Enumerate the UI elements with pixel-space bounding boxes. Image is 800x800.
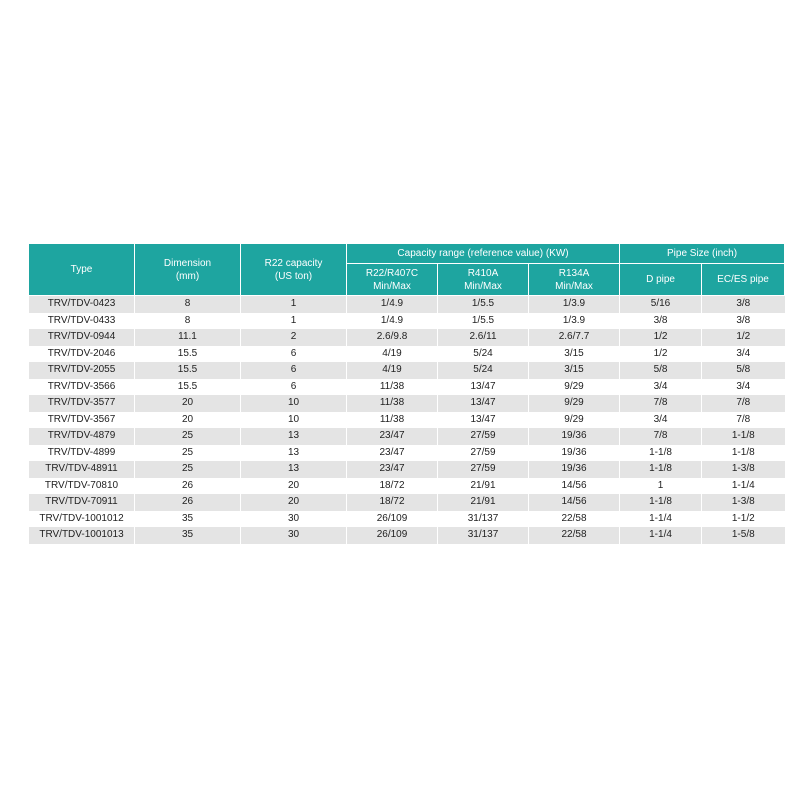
cell-dimension: 25	[135, 428, 241, 445]
cell-r22-capacity: 10	[241, 395, 347, 412]
header-r410a-label: R410A Min/Max	[464, 267, 502, 292]
header-d-pipe-label: D pipe	[646, 274, 675, 285]
cell-ec-es-pipe: 5/8	[702, 362, 785, 379]
cell-r22-r407c: 11/38	[347, 412, 438, 429]
cell-d-pipe: 1-1/8	[620, 494, 702, 511]
cell-r410a: 13/47	[438, 412, 529, 429]
cell-dimension: 15.5	[135, 346, 241, 363]
cell-r22-capacity: 30	[241, 527, 347, 544]
cell-d-pipe: 3/8	[620, 313, 702, 330]
cell-r410a: 31/137	[438, 527, 529, 544]
cell-r410a: 21/91	[438, 494, 529, 511]
cell-r410a: 27/59	[438, 428, 529, 445]
cell-r22-r407c: 18/72	[347, 494, 438, 511]
cell-ec-es-pipe: 3/8	[702, 313, 785, 330]
cell-d-pipe: 1/2	[620, 346, 702, 363]
cell-r22-r407c: 11/38	[347, 379, 438, 396]
cell-ec-es-pipe: 1/2	[702, 329, 785, 346]
cell-dimension: 15.5	[135, 379, 241, 396]
cell-d-pipe: 3/4	[620, 412, 702, 429]
cell-r22-capacity: 2	[241, 329, 347, 346]
cell-r134a: 19/36	[529, 445, 620, 462]
cell-r22-r407c: 4/19	[347, 346, 438, 363]
cell-ec-es-pipe: 1-1/8	[702, 445, 785, 462]
cell-r410a: 2.6/11	[438, 329, 529, 346]
cell-r22-capacity: 10	[241, 412, 347, 429]
cell-r22-r407c: 26/109	[347, 511, 438, 528]
table-row	[29, 511, 785, 528]
cell-r22-r407c: 23/47	[347, 428, 438, 445]
table-row	[29, 362, 785, 379]
cell-r22-r407c: 23/47	[347, 461, 438, 478]
cell-ec-es-pipe: 1-5/8	[702, 527, 785, 544]
cell-r22-capacity: 1	[241, 296, 347, 313]
cell-r22-capacity: 20	[241, 478, 347, 495]
cell-r410a: 31/137	[438, 511, 529, 528]
header-ec-es-pipe-label: EC/ES pipe	[717, 274, 769, 285]
header-r22-capacity-label: R22 capacity (US ton)	[264, 257, 323, 282]
cell-r22-capacity: 1	[241, 313, 347, 330]
cell-dimension: 15.5	[135, 362, 241, 379]
cell-r22-capacity: 13	[241, 461, 347, 478]
header-r410a	[438, 264, 529, 296]
table-row	[29, 395, 785, 412]
cell-d-pipe: 1-1/4	[620, 511, 702, 528]
cell-dimension: 35	[135, 527, 241, 544]
cell-r22-r407c: 4/19	[347, 362, 438, 379]
cell-r410a: 5/24	[438, 346, 529, 363]
header-capacity-range	[347, 244, 620, 264]
cell-type: TRV/TDV-2055	[29, 362, 135, 379]
cell-ec-es-pipe: 7/8	[702, 395, 785, 412]
cell-d-pipe: 1-1/4	[620, 527, 702, 544]
cell-r134a: 1/3.9	[529, 313, 620, 330]
cell-type: TRV/TDV-0433	[29, 313, 135, 330]
cell-d-pipe: 1	[620, 478, 702, 495]
cell-ec-es-pipe: 3/8	[702, 296, 785, 313]
cell-r134a: 1/3.9	[529, 296, 620, 313]
cell-r134a: 14/56	[529, 494, 620, 511]
cell-r410a: 27/59	[438, 445, 529, 462]
cell-r22-capacity: 13	[241, 428, 347, 445]
cell-dimension: 25	[135, 445, 241, 462]
cell-type: TRV/TDV-70810	[29, 478, 135, 495]
cell-r134a: 19/36	[529, 428, 620, 445]
cell-r134a: 22/58	[529, 511, 620, 528]
header-r134a	[529, 264, 620, 296]
cell-type: TRV/TDV-1001013	[29, 527, 135, 544]
cell-r22-r407c: 23/47	[347, 445, 438, 462]
header-pipe-size	[620, 244, 785, 264]
cell-d-pipe: 3/4	[620, 379, 702, 396]
cell-r134a: 3/15	[529, 346, 620, 363]
cell-type: TRV/TDV-4899	[29, 445, 135, 462]
cell-type: TRV/TDV-48911	[29, 461, 135, 478]
cell-d-pipe: 7/8	[620, 428, 702, 445]
cell-d-pipe: 1-1/8	[620, 461, 702, 478]
cell-r410a: 13/47	[438, 395, 529, 412]
cell-r410a: 21/91	[438, 478, 529, 495]
table-row	[29, 527, 785, 544]
cell-r22-r407c: 11/38	[347, 395, 438, 412]
cell-type: TRV/TDV-0423	[29, 296, 135, 313]
cell-ec-es-pipe: 1-1/4	[702, 478, 785, 495]
cell-r22-capacity: 13	[241, 445, 347, 462]
cell-d-pipe: 7/8	[620, 395, 702, 412]
cell-dimension: 26	[135, 478, 241, 495]
cell-d-pipe: 5/16	[620, 296, 702, 313]
cell-ec-es-pipe: 1-3/8	[702, 461, 785, 478]
cell-d-pipe: 1/2	[620, 329, 702, 346]
cell-r22-capacity: 20	[241, 494, 347, 511]
cell-r22-r407c: 26/109	[347, 527, 438, 544]
header-dimension-label: Dimension (mm)	[163, 257, 212, 282]
table-row	[29, 313, 785, 330]
cell-dimension: 8	[135, 296, 241, 313]
cell-r22-capacity: 6	[241, 346, 347, 363]
cell-dimension: 20	[135, 395, 241, 412]
header-pipe-size-label: Pipe Size (inch)	[667, 248, 738, 259]
header-type-label: Type	[70, 264, 93, 275]
cell-ec-es-pipe: 1-1/2	[702, 511, 785, 528]
cell-r410a: 5/24	[438, 362, 529, 379]
table-row	[29, 478, 785, 495]
cell-r134a: 14/56	[529, 478, 620, 495]
cell-d-pipe: 1-1/8	[620, 445, 702, 462]
cell-r134a: 19/36	[529, 461, 620, 478]
cell-r410a: 27/59	[438, 461, 529, 478]
cell-dimension: 26	[135, 494, 241, 511]
cell-d-pipe: 5/8	[620, 362, 702, 379]
spec-table	[28, 243, 785, 544]
cell-r134a: 22/58	[529, 527, 620, 544]
table-row	[29, 329, 785, 346]
table-row	[29, 412, 785, 429]
cell-r410a: 1/5.5	[438, 296, 529, 313]
cell-dimension: 20	[135, 412, 241, 429]
cell-type: TRV/TDV-1001012	[29, 511, 135, 528]
cell-dimension: 35	[135, 511, 241, 528]
header-dimension	[135, 244, 241, 296]
cell-r134a: 9/29	[529, 395, 620, 412]
header-r134a-label: R134A Min/Max	[555, 267, 593, 292]
cell-r22-r407c: 1/4.9	[347, 296, 438, 313]
cell-type: TRV/TDV-3577	[29, 395, 135, 412]
cell-r22-capacity: 6	[241, 362, 347, 379]
header-r22-capacity	[241, 244, 347, 296]
cell-ec-es-pipe: 1-1/8	[702, 428, 785, 445]
header-d-pipe	[620, 264, 702, 296]
cell-r22-r407c: 18/72	[347, 478, 438, 495]
cell-type: TRV/TDV-3567	[29, 412, 135, 429]
cell-dimension: 25	[135, 461, 241, 478]
table-row	[29, 379, 785, 396]
cell-ec-es-pipe: 7/8	[702, 412, 785, 429]
cell-r134a: 2.6/7.7	[529, 329, 620, 346]
table-row	[29, 445, 785, 462]
cell-r410a: 13/47	[438, 379, 529, 396]
table-header	[29, 244, 785, 296]
cell-dimension: 11.1	[135, 329, 241, 346]
cell-r410a: 1/5.5	[438, 313, 529, 330]
cell-r134a: 9/29	[529, 412, 620, 429]
cell-type: TRV/TDV-2046	[29, 346, 135, 363]
cell-r134a: 3/15	[529, 362, 620, 379]
cell-r22-capacity: 30	[241, 511, 347, 528]
header-capacity-range-label: Capacity range (reference value) (KW)	[397, 248, 569, 259]
cell-dimension: 8	[135, 313, 241, 330]
cell-ec-es-pipe: 3/4	[702, 379, 785, 396]
header-r22-r407c-label: R22/R407C Min/Max	[365, 267, 419, 292]
cell-ec-es-pipe: 1-3/8	[702, 494, 785, 511]
header-type	[29, 244, 135, 296]
table-row	[29, 461, 785, 478]
cell-r22-r407c: 2.6/9.8	[347, 329, 438, 346]
table-body	[29, 296, 785, 544]
cell-r134a: 9/29	[529, 379, 620, 396]
table-row	[29, 494, 785, 511]
header-ec-es-pipe	[702, 264, 785, 296]
cell-r22-r407c: 1/4.9	[347, 313, 438, 330]
spec-table-container	[28, 243, 784, 544]
cell-r22-capacity: 6	[241, 379, 347, 396]
cell-ec-es-pipe: 3/4	[702, 346, 785, 363]
table-row	[29, 296, 785, 313]
cell-type: TRV/TDV-0944	[29, 329, 135, 346]
table-row	[29, 428, 785, 445]
cell-type: TRV/TDV-70911	[29, 494, 135, 511]
cell-type: TRV/TDV-3566	[29, 379, 135, 396]
table-row	[29, 346, 785, 363]
cell-type: TRV/TDV-4879	[29, 428, 135, 445]
header-r22-r407c	[347, 264, 438, 296]
